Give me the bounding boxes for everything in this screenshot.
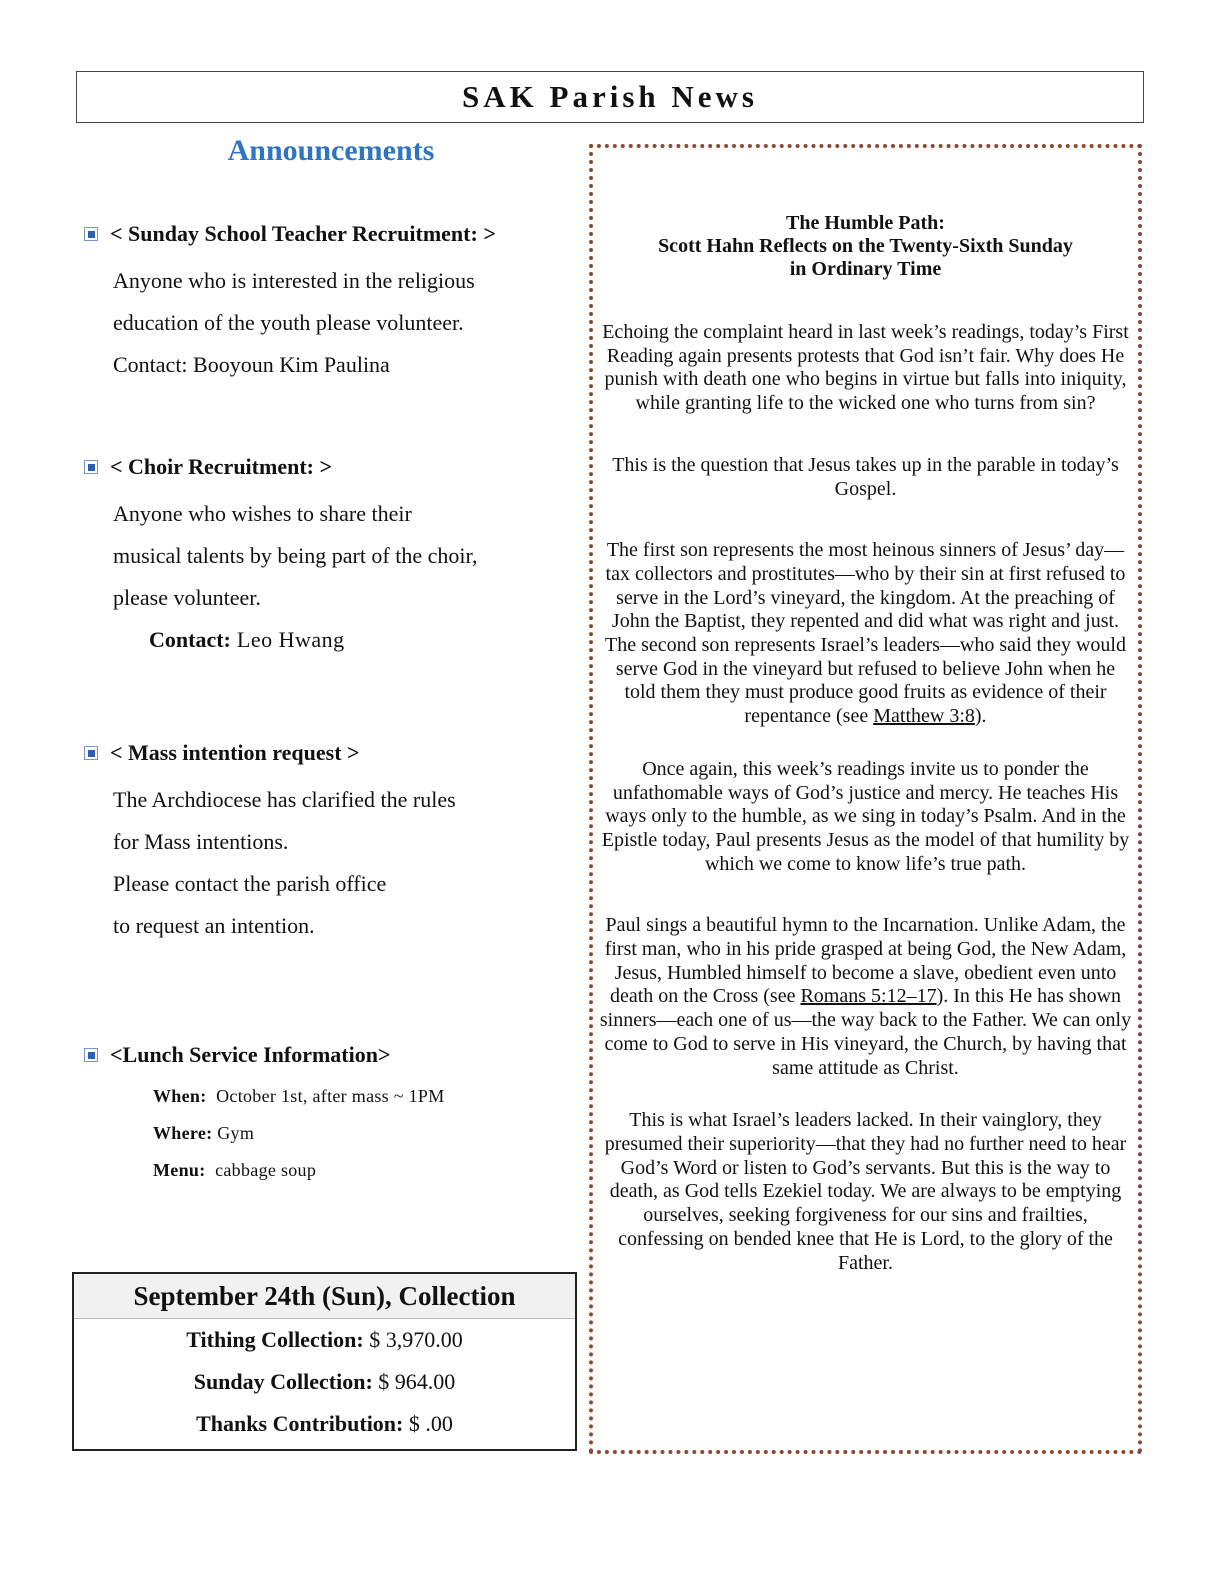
masthead [76,71,1144,123]
announcement-line: to request an intention. [113,913,315,938]
scripture-link-matthew[interactable]: Matthew 3:8 [873,705,975,728]
lunch-when: When: October 1st, after mass ~ 1PM [153,1086,445,1106]
collection-row-tithing: Tithing Collection: $ 3,970.00 [186,1327,463,1352]
announcement-choir [84,454,574,661]
article-paragraph: This is what Israel’s leaders lacked. In their vainglory, they presumed their superiority—that they had no further need to hear God’s Word or listen to God’s servants. But this is the way to death, as God tells Ezekiel today. We are always to be emptying ourselves, seeking forgiveness for our sins and frailties, confessing on bended knee that He is Lord, to the glory of the Father. [604,1109,1127,1274]
collection-row-thanks: Thanks Contribution: $ .00 [196,1411,453,1436]
square-bullet-icon [84,746,98,760]
announcement-line: education of the youth please volunteer. [113,310,464,335]
announcement-line: The Archdiocese has clarified the rules [113,787,456,812]
lunch-where: Where: Gym [153,1123,255,1143]
announcement-line: for Mass intentions. [113,829,289,854]
square-bullet-icon [84,1048,98,1062]
article-paragraph: Echoing the complaint heard in last week’s readings, today’s First Reading again presents protests that God isn’t fair. Why does He punish with death one who begins in virtue but falls into iniquity, while granting life to the wicked one who turns from sin? [602,321,1129,415]
collection-box [72,1272,577,1451]
contact-value: Leo Hwang [230,627,345,652]
announcement-title: < Sunday School Teacher Recruitment: > [110,221,496,246]
announcement-sunday-school [84,221,574,386]
announcement-lunch-service [84,1042,574,1189]
article-title: The Humble Path: Scott Hahn Reflects on the Twenty-Sixth Sunday in Ordinary Time [658,212,1073,280]
contact-line [113,619,574,661]
announcement-line: please volunteer. [113,585,261,610]
lunch-details [84,1078,574,1189]
announcement-line: Please contact the parish office [113,871,387,896]
announcement-line: Anyone who wishes to share their [113,501,412,526]
newsletter-title: SAK Parish News [462,79,758,114]
article-paragraph: The first son represents the most heinous sinners of Jesus’ day—tax collectors and prostitutes—who by their sin at first refused to serve in the Lord’s vineyard, the kingdom. At the preaching of John the Baptist, they repented and did what was right and just. The second son represents Israel’s leaders—who said they would serve God in the vineyard but refused to believe John when he told them they must produce good fruits as evidence of their repentance (see Matthew 3:8). [605,539,1126,728]
announcements-heading: Announcements [227,134,435,167]
article-box [589,144,1142,1454]
contact-label: Contact: [149,627,231,652]
square-bullet-icon [84,460,98,474]
article-paragraph: Once again, this week’s readings invite us to ponder the unfathomable ways of God’s justice and mercy. He teaches His ways only to the humble, as we sing in today’s Psalm. And in the Epistle today, Paul presents Jesus as the model of that humility by which we come to know life’s true path. [601,757,1130,875]
collection-row-sunday: Sunday Collection: $ 964.00 [193,1369,456,1394]
announcement-title: <Lunch Service Information> [110,1042,391,1067]
announcement-mass-intention [84,740,574,947]
announcement-title: < Mass intention request > [110,740,360,765]
announcement-line: Contact: Booyoun Kim Paulina [113,352,390,377]
square-bullet-icon [84,227,98,241]
announcement-line: Anyone who is interested in the religious [113,268,475,293]
announcement-title: < Choir Recruitment: > [110,454,333,479]
announcement-line: musical talents by being part of the choir, [113,543,478,568]
scripture-link-romans[interactable]: Romans 5:12–17 [800,985,937,1008]
article-paragraph: This is the question that Jesus takes up in the parable in today’s Gospel. [612,453,1119,500]
lunch-menu: Menu: cabbage soup [153,1160,317,1180]
collection-title: September 24th (Sun), Collection [74,1274,575,1319]
article-paragraph: Paul sings a beautiful hymn to the Incarnation. Unlike Adam, the first man, who in his pride grasped at being God, the New Adam, Jesus, Humbled himself to become a slave, obedient even unto death on the Cross (see Romans 5:12–17). In this He has shown sinners—each one of us—the way back to the Father. We can only come to God to serve in His vineyard, the Church, by having that same attitude as Christ. [599,914,1132,1079]
